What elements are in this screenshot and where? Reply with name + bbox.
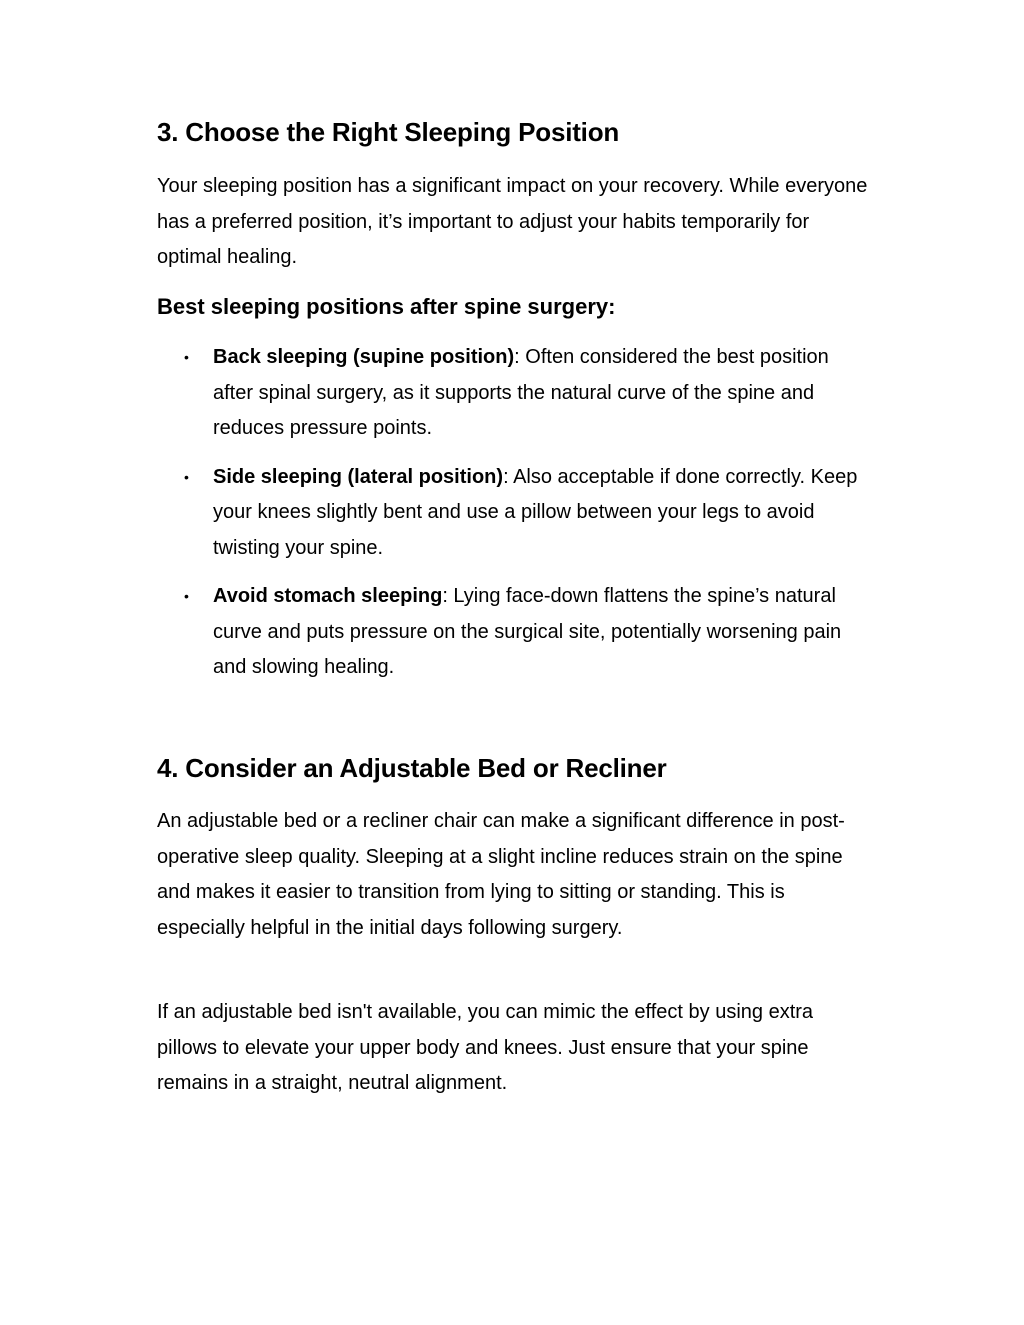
list-item-text: : Also acceptable if done correctly. Keep your knees slightly bent and use a pillow between your legs to avoid twisting your spine. bbox=[213, 465, 858, 559]
list-item bbox=[157, 579, 877, 686]
list-item-term: Avoid stomach sleeping bbox=[213, 585, 443, 607]
section-4-paragraph-2: If an adjustable bed isn't available, you can mimic the effect by using extra pillows to elevate your upper body and knees. Just ensure that your spine remains in a straight, neutral alignment. bbox=[157, 1001, 814, 1094]
section-3-subheading: Best sleeping positions after spine surgery: bbox=[157, 294, 616, 319]
bullet-icon: • bbox=[184, 588, 189, 604]
list-item-body bbox=[213, 579, 863, 686]
list-item bbox=[157, 460, 877, 567]
section-3-heading: 3. Choose the Right Sleeping Position bbox=[157, 117, 620, 147]
section-3-intro: Your sleeping position has a significant impact on your recovery. While everyone has a preferred position, it’s important to adjust your habits temporarily for optimal healing. bbox=[157, 175, 868, 268]
list-item bbox=[157, 340, 877, 447]
list-item-text: : Often considered the best position after spinal surgery, as it supports the natural curve of the spine and reduces pressure points. bbox=[213, 346, 829, 439]
list-item-body bbox=[213, 340, 863, 447]
list-item-term: Back sleeping (supine position) bbox=[213, 346, 515, 368]
list-item-term: Side sleeping (lateral position) bbox=[213, 465, 504, 488]
section-4-heading: 4. Consider an Adjustable Bed or Recliner bbox=[157, 753, 667, 783]
sleeping-positions-list bbox=[157, 340, 877, 699]
list-item-text: : Lying face-down flattens the spine’s natural curve and puts pressure on the surgical site, potentially worsening pain and slowing healing. bbox=[213, 585, 842, 678]
list-item-body bbox=[213, 460, 863, 567]
bullet-icon: • bbox=[184, 349, 189, 365]
bullet-icon: • bbox=[184, 468, 189, 485]
section-4-paragraph-1: An adjustable bed or a recliner chair can make a significant difference in post-operative sleep quality. Sleeping at a slight incline reduces strain on the spine and makes it easier to transition from lying to sitting or standing. This is especially helpful in the initial days following surgery. bbox=[157, 810, 845, 939]
